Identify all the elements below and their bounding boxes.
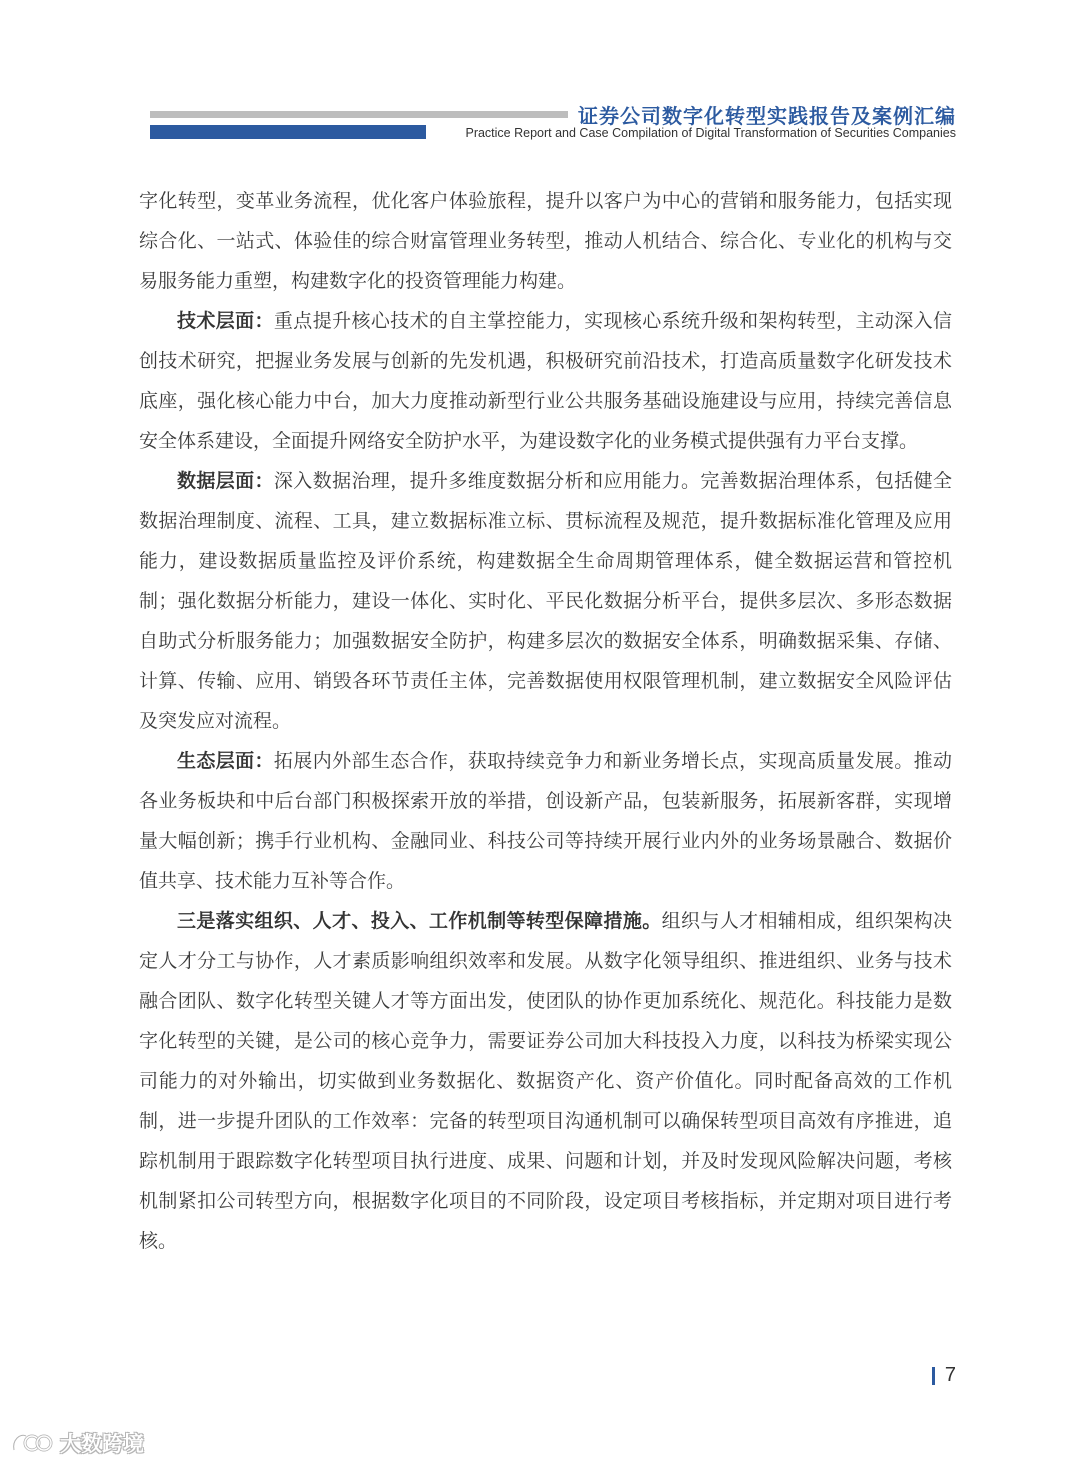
paragraph-measures — [139, 901, 952, 1261]
watermark-text: 大数跨境 — [60, 1432, 144, 1456]
page-number-value: 7 — [944, 1364, 956, 1386]
paragraph-1: 字化转型，变革业务流程，优化客户体验旅程，提升以客户为中心的营销和服务能力，包括实现综合化、一站式、体验佳的综合财富管理业务转型，推动人机结合、综合化、专业化的机构与交易服务能力重塑，构建数字化的投资管理能力构建。 — [139, 190, 952, 292]
header-title: 证券公司数字化转型实践报告及案例汇编 — [578, 104, 956, 128]
paragraph-ecosystem-text: 拓展内外部生态合作，获取持续竞争力和新业务增长点，实现高质量发展。推动各业务板块和中后台部门积极探索开放的举措，创设新产品，包装新服务，拓展新客群，实现增量大幅创新；携手行业机构、金融同业、科技公司等持续开展行业内外的业务场景融合、数据价值共享、技术能力互补等合作。 — [139, 750, 952, 892]
page-number-divider — [932, 1367, 935, 1385]
paragraph-tech-label: 技术层面： — [177, 310, 274, 332]
paragraph-ecosystem-label: 生态层面： — [177, 750, 274, 772]
paragraph-data — [139, 461, 952, 741]
paragraph-data-text: 深入数据治理，提升多维度数据分析和应用能力。完善数据治理体系，包括健全数据治理制度、流程、工具，建立数据标准立标、贯标流程及规范，提升数据标准化管理及应用能力，建设数据质量监控及评价系统，构建数据全生命周期管理体系，健全数据运营和管控机制；强化数据分析能力，建设一体化、实时化、平民化数据分析平台，提供多层次、多形态数据自助式分析服务能力；加强数据安全防护，构建多层次的数据安全体系，明确数据采集、存储、计算、传输、应用、销毁各环节责任主体，完善数据使用权限管理机制，建立数据安全风险评估及突发应对流程。 — [139, 470, 952, 732]
header-gray-bar — [150, 111, 568, 118]
paragraph-measures-text: 组织与人才相辅相成，组织架构决定人才分工与协作，人才素质影响组织效率和发展。从数字化领导组织、推进组织、业务与技术融合团队、数字化转型关键人才等方面出发，使团队的协作更加系统化、规范化。科技能力是数字化转型的关键，是公司的核心竞争力，需要证券公司加大科技投入力度，以科技为桥梁实现公司能力的对外输出，切实做到业务数据化、数据资产化、资产价值化。同时配备高效的工作机制，进一步提升团队的工作效率：完备的转型项目沟通机制可以确保转型项目高效有序推进，追踪机制用于跟踪数字化转型项目执行进度、成果、问题和计划，并及时发现风险解决问题，考核机制紧扣公司转型方向，根据数字化项目的不同阶段，设定项目考核指标，并定期对项目进行考核。 — [139, 910, 952, 1252]
page-number — [932, 1364, 956, 1387]
header-blue-bar — [150, 125, 426, 139]
paragraph-data-label: 数据层面： — [177, 470, 274, 492]
paragraph-measures-label: 三是落实组织、人才、投入、工作机制等转型保障措施。 — [177, 910, 662, 932]
paragraph-ecosystem — [139, 741, 952, 901]
header-subtitle: Practice Report and Case Compilation of Digital Transformation of Securities Companies — [465, 126, 956, 140]
body-text — [139, 181, 952, 1261]
paragraph-tech — [139, 301, 952, 461]
double-ring-logo-icon — [10, 1430, 54, 1456]
paragraph-tech-text: 重点提升核心技术的自主掌控能力，实现核心系统升级和架构转型，主动深入信创技术研究，把握业务发展与创新的先发机遇，积极研究前沿技术，打造高质量数字化研发技术底座，强化核心能力中台，加大力度推动新型行业公共服务基础设施建设与应用，持续完善信息安全体系建设，全面提升网络安全防护水平，为建设数字化的业务模式提供强有力平台支撑。 — [139, 310, 952, 452]
watermark — [10, 1428, 144, 1458]
